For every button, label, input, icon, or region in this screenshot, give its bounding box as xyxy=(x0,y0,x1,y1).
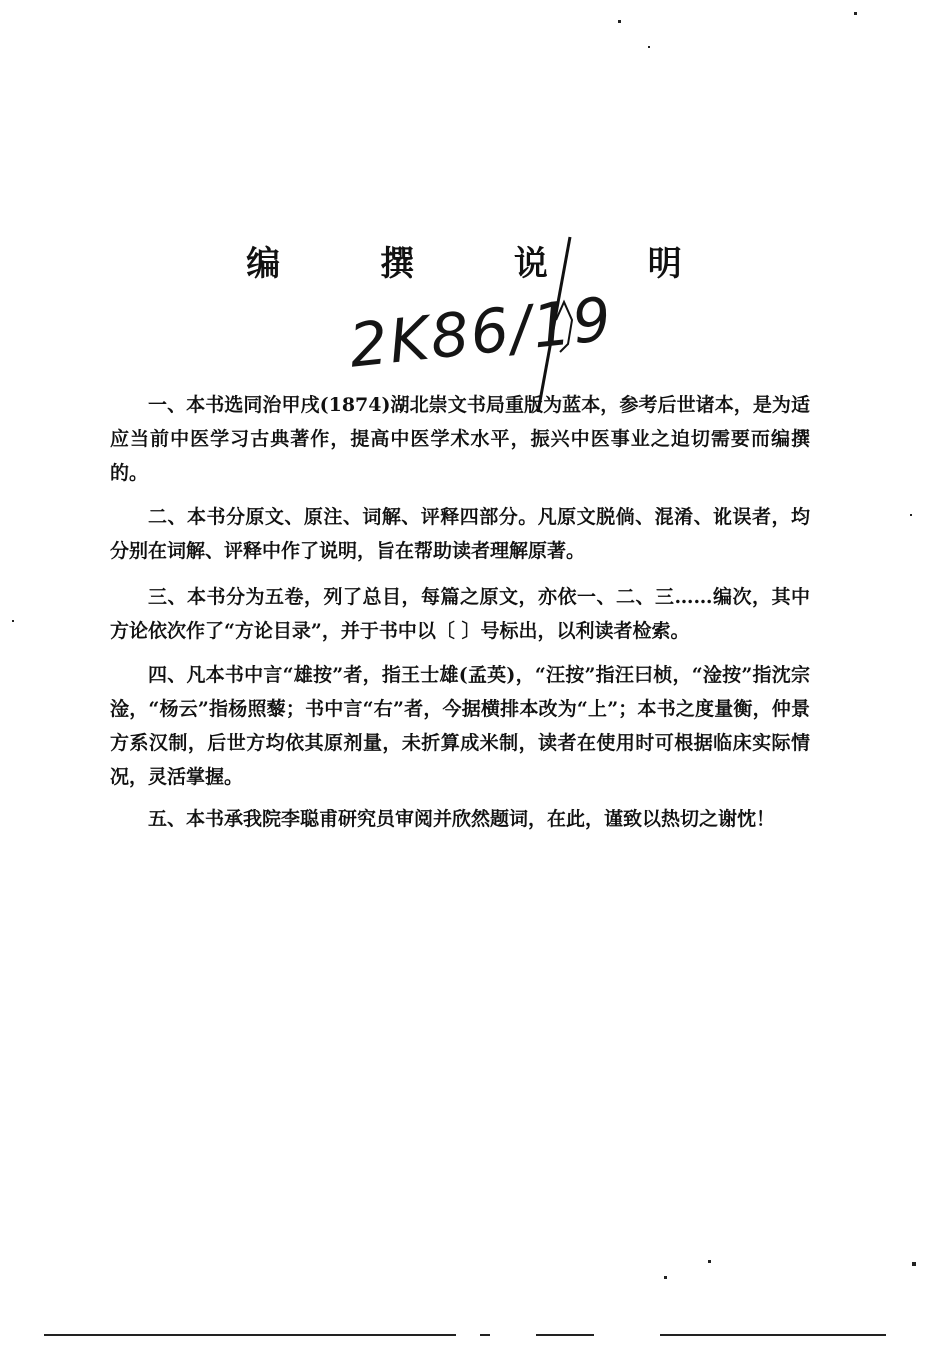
paragraph-2: 二、本书分原文、原注、词解、评释四部分。凡原文脱倘、混淆、讹误者，均分别在词解、评释中作了说明，旨在帮助读者理解原著。 xyxy=(110,506,810,562)
bottom-rule-dash xyxy=(660,1334,886,1336)
scan-speck xyxy=(910,514,912,516)
scan-speck xyxy=(618,20,621,23)
scan-speck xyxy=(708,1260,711,1263)
scan-speck xyxy=(664,1276,667,1279)
paragraph-5: 五、本书承我院李聪甫研究员审阅并欣然题词，在此，谨致以热切之谢忱！ xyxy=(148,808,776,830)
paragraph-4: 四、凡本书中言“雄按”者，指王士雄(孟英)，“汪按”指汪曰桢，“淦按”指沈宗淦，“杨云”指杨照藜；书中言“右”者，今据横排本改为“上”；本书之度量衡，仲景方系汉制，后世方均依其原剂量，未折算成米制，读者在使用时可根据临床实际情况，灵活掌握。 xyxy=(110,664,810,788)
document-body xyxy=(110,388,810,842)
handwritten-note: 2K86/19 xyxy=(346,284,617,382)
bottom-rule-dash xyxy=(536,1334,594,1336)
scan-speck xyxy=(854,12,857,15)
bottom-rule-dash xyxy=(480,1334,490,1336)
scan-speck xyxy=(12,620,14,622)
page-title: 编 撰 说 明 xyxy=(246,244,726,284)
scan-speck xyxy=(648,46,650,48)
scan-speck xyxy=(912,1262,916,1266)
paragraph-1: 一、本书选同治甲戌(1874)湖北崇文书局重版为蓝本，参考后世诸本，是为适应当前中医学习古典著作，提高中医学术水平，振兴中医事业之迫切需要而编撰的。 xyxy=(110,394,810,484)
bottom-rule xyxy=(44,1334,456,1336)
paragraph-3: 三、本书分为五卷，列了总目，每篇之原文，亦依一、二、三……编次，其中方论依次作了“方论目录”，并于书中以〔 〕号标出，以利读者检索。 xyxy=(110,586,810,642)
